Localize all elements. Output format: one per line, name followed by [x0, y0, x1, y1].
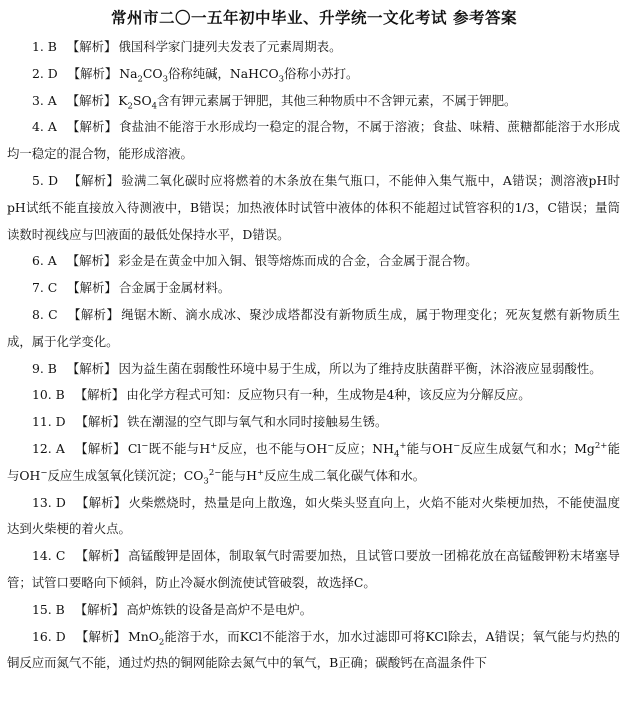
answer-number: 8. C [32, 306, 58, 322]
answer-item [0, 88, 628, 115]
answer-supscript: + [399, 440, 407, 451]
answer-subscript: 2 [127, 101, 133, 112]
analysis-tag: 【解析】 [74, 387, 125, 403]
answer-item [0, 624, 628, 678]
answer-text: 反应；NH [334, 440, 394, 456]
answer-text: 能与OH [7, 440, 621, 483]
answer-supscript: + [210, 440, 218, 451]
answer-item [0, 114, 628, 168]
answer-item [0, 275, 628, 302]
analysis-tag: 【解析】 [66, 92, 117, 108]
answer-number: 10. B [32, 387, 65, 403]
answer-item [0, 356, 628, 383]
document-title: 常州市二〇一五年初中毕业、升学统一文化考试 参考答案 [111, 9, 517, 27]
analysis-tag: 【解析】 [66, 39, 117, 54]
answer-subscript: 3 [278, 74, 285, 85]
answer-item [0, 436, 628, 490]
answer-item [0, 168, 628, 248]
answer-subscript: 4 [151, 101, 158, 112]
answer-text: MnO [128, 628, 159, 644]
answer-item [0, 490, 628, 544]
answer-text: K [118, 92, 128, 108]
answer-text: 反应，也不能与OH [217, 440, 328, 456]
answer-supscript: − [327, 440, 335, 451]
answer-text: 铁在潮湿的空气即与氧气和水同时接触易生锈。 [127, 414, 388, 430]
answer-text: 验满二氧化碳时应将燃着的木条放在集气瓶口，不能伸入集气瓶中，A错误；测溶液pH时pH试纸不能直接放入待测液中，B错误；加热液体时试管中液体的体积不能超过试管容积的1/3，C错误；量筒读数时视线应与凹液面的最低处保持水平，D错误。 [7, 172, 621, 242]
answer-text: Na [119, 65, 138, 81]
answer-supscript: + [256, 467, 265, 478]
answer-item [0, 409, 628, 436]
answer-text: 食盐油不能溶于水形成均一稳定的混合物，不属于溶液；食盐、味精、蔗糖都能溶于水形成均一稳定的混合物，能形成溶液。 [7, 119, 621, 162]
answer-text: 含有钾元素属于钾肥，其他三种物质中不含钾元素，不属于钾肥。 [157, 92, 517, 108]
answer-number: 5. D [32, 172, 59, 188]
analysis-tag: 【解析】 [75, 628, 127, 644]
answer-supscript: 2+ [594, 440, 608, 451]
analysis-tag: 【解析】 [68, 172, 120, 188]
answer-text: SO [132, 92, 152, 108]
analysis-tag: 【解析】 [75, 494, 127, 510]
answer-subscript: 3 [203, 476, 209, 487]
answer-text: 高炉炼铁的设备是高炉不是电炉。 [126, 601, 313, 617]
answer-text: 俗称纯碱，NaHCO [167, 65, 279, 81]
analysis-tag: 【解析】 [75, 414, 126, 430]
answer-text: 高锰酸钾是固体，制取氧气时需要加热，且试管口要放一团棉花放在高锰酸钾粉末堵塞导管；试管口要略向下倾斜，防止冷凝水倒流使试管破裂，故选择C。 [7, 548, 621, 590]
answer-supscript: 2− [208, 467, 222, 478]
answer-text: 火柴燃烧时，热量是向上散逸，如火柴头竖直向上，火焰不能对火柴梗加热，不能使温度达到火柴梗的着火点。 [7, 494, 620, 537]
answer-item [0, 34, 628, 61]
answer-text: 由化学方程式可知：反应物只有一种，生成物是4种，该反应为分解反应。 [126, 387, 531, 403]
answer-number: 14. C [32, 548, 66, 564]
answer-item [0, 597, 628, 624]
answer-number: 13. D [32, 494, 66, 510]
answer-supscript: − [141, 440, 149, 451]
answer-number: 3. A [32, 92, 57, 108]
answer-subscript: 2 [158, 637, 165, 647]
answer-number: 1. B [32, 39, 57, 54]
answer-text: 能与OH [406, 440, 454, 456]
answer-item [0, 382, 628, 409]
analysis-tag: 【解析】 [74, 440, 126, 456]
answer-subscript: 4 [393, 449, 400, 460]
answer-text: 能溶于水，而KCl不能溶于水，加水过滤即可将KCl除去，A错误；氧气能与灼热的铜反应而氮气不能，通过灼热的铜网能除去氮气中的氧气，B正确；碳酸钙在高温条件下 [7, 628, 620, 671]
analysis-tag: 【解析】 [75, 548, 127, 564]
answer-subscript: 2 [137, 74, 143, 85]
answer-text: 绳锯木断、滴水成冰、聚沙成塔都没有新物质生成，属于物理变化；死灰复燃有新物质生成，属于化学变化。 [7, 306, 621, 349]
answer-number: 16. D [32, 628, 66, 644]
answer-text: 俗称小苏打。 [284, 65, 359, 81]
answer-text: 合金属于金属材料。 [118, 280, 231, 296]
answer-text: 反应生成二氧化碳气体和水。 [264, 467, 426, 483]
answer-text: 彩金是在黄金中加入铜、银等熔炼而成的合金，合金属于混合物。 [118, 253, 478, 269]
analysis-tag: 【解析】 [66, 360, 117, 376]
answer-number: 2. D [32, 65, 58, 81]
analysis-tag: 【解析】 [66, 253, 117, 269]
answer-item [0, 302, 628, 356]
answer-number: 7. C [32, 280, 58, 296]
answer-number: 6. A [32, 253, 57, 269]
answer-item [0, 543, 628, 597]
answer-number: 9. B [32, 360, 57, 376]
answer-text: 既不能与H [148, 440, 211, 456]
answer-item [0, 248, 628, 275]
answer-text: 能与H [221, 467, 257, 483]
answer-list [0, 34, 628, 677]
answer-number: 11. D [32, 414, 66, 430]
analysis-tag: 【解析】 [74, 601, 125, 617]
answer-supscript: − [40, 467, 48, 478]
answer-supscript: − [453, 440, 461, 451]
answer-number: 15. B [32, 601, 65, 617]
analysis-tag: 【解析】 [67, 306, 120, 322]
answer-subscript: 3 [162, 74, 168, 85]
analysis-tag: 【解析】 [67, 65, 118, 81]
answer-number: 4. A [32, 119, 57, 135]
answer-text: CO [142, 65, 163, 81]
answer-text: 因为益生菌在弱酸性环境中易于生成，所以为了维持皮肤菌群平衡，沐浴液应显弱酸性。 [118, 360, 602, 376]
answer-text: 俄国科学家门捷列夫发表了元素周期表。 [118, 39, 342, 54]
answer-text: 反应生成氨气和水；Mg [460, 440, 595, 456]
answer-text: Cl [127, 440, 142, 456]
analysis-tag: 【解析】 [67, 280, 117, 296]
answer-text: 反应生成氢氧化镁沉淀；CO [47, 467, 204, 483]
answer-item [0, 61, 628, 88]
answer-number: 12. A [32, 440, 65, 456]
analysis-tag: 【解析】 [66, 119, 118, 135]
